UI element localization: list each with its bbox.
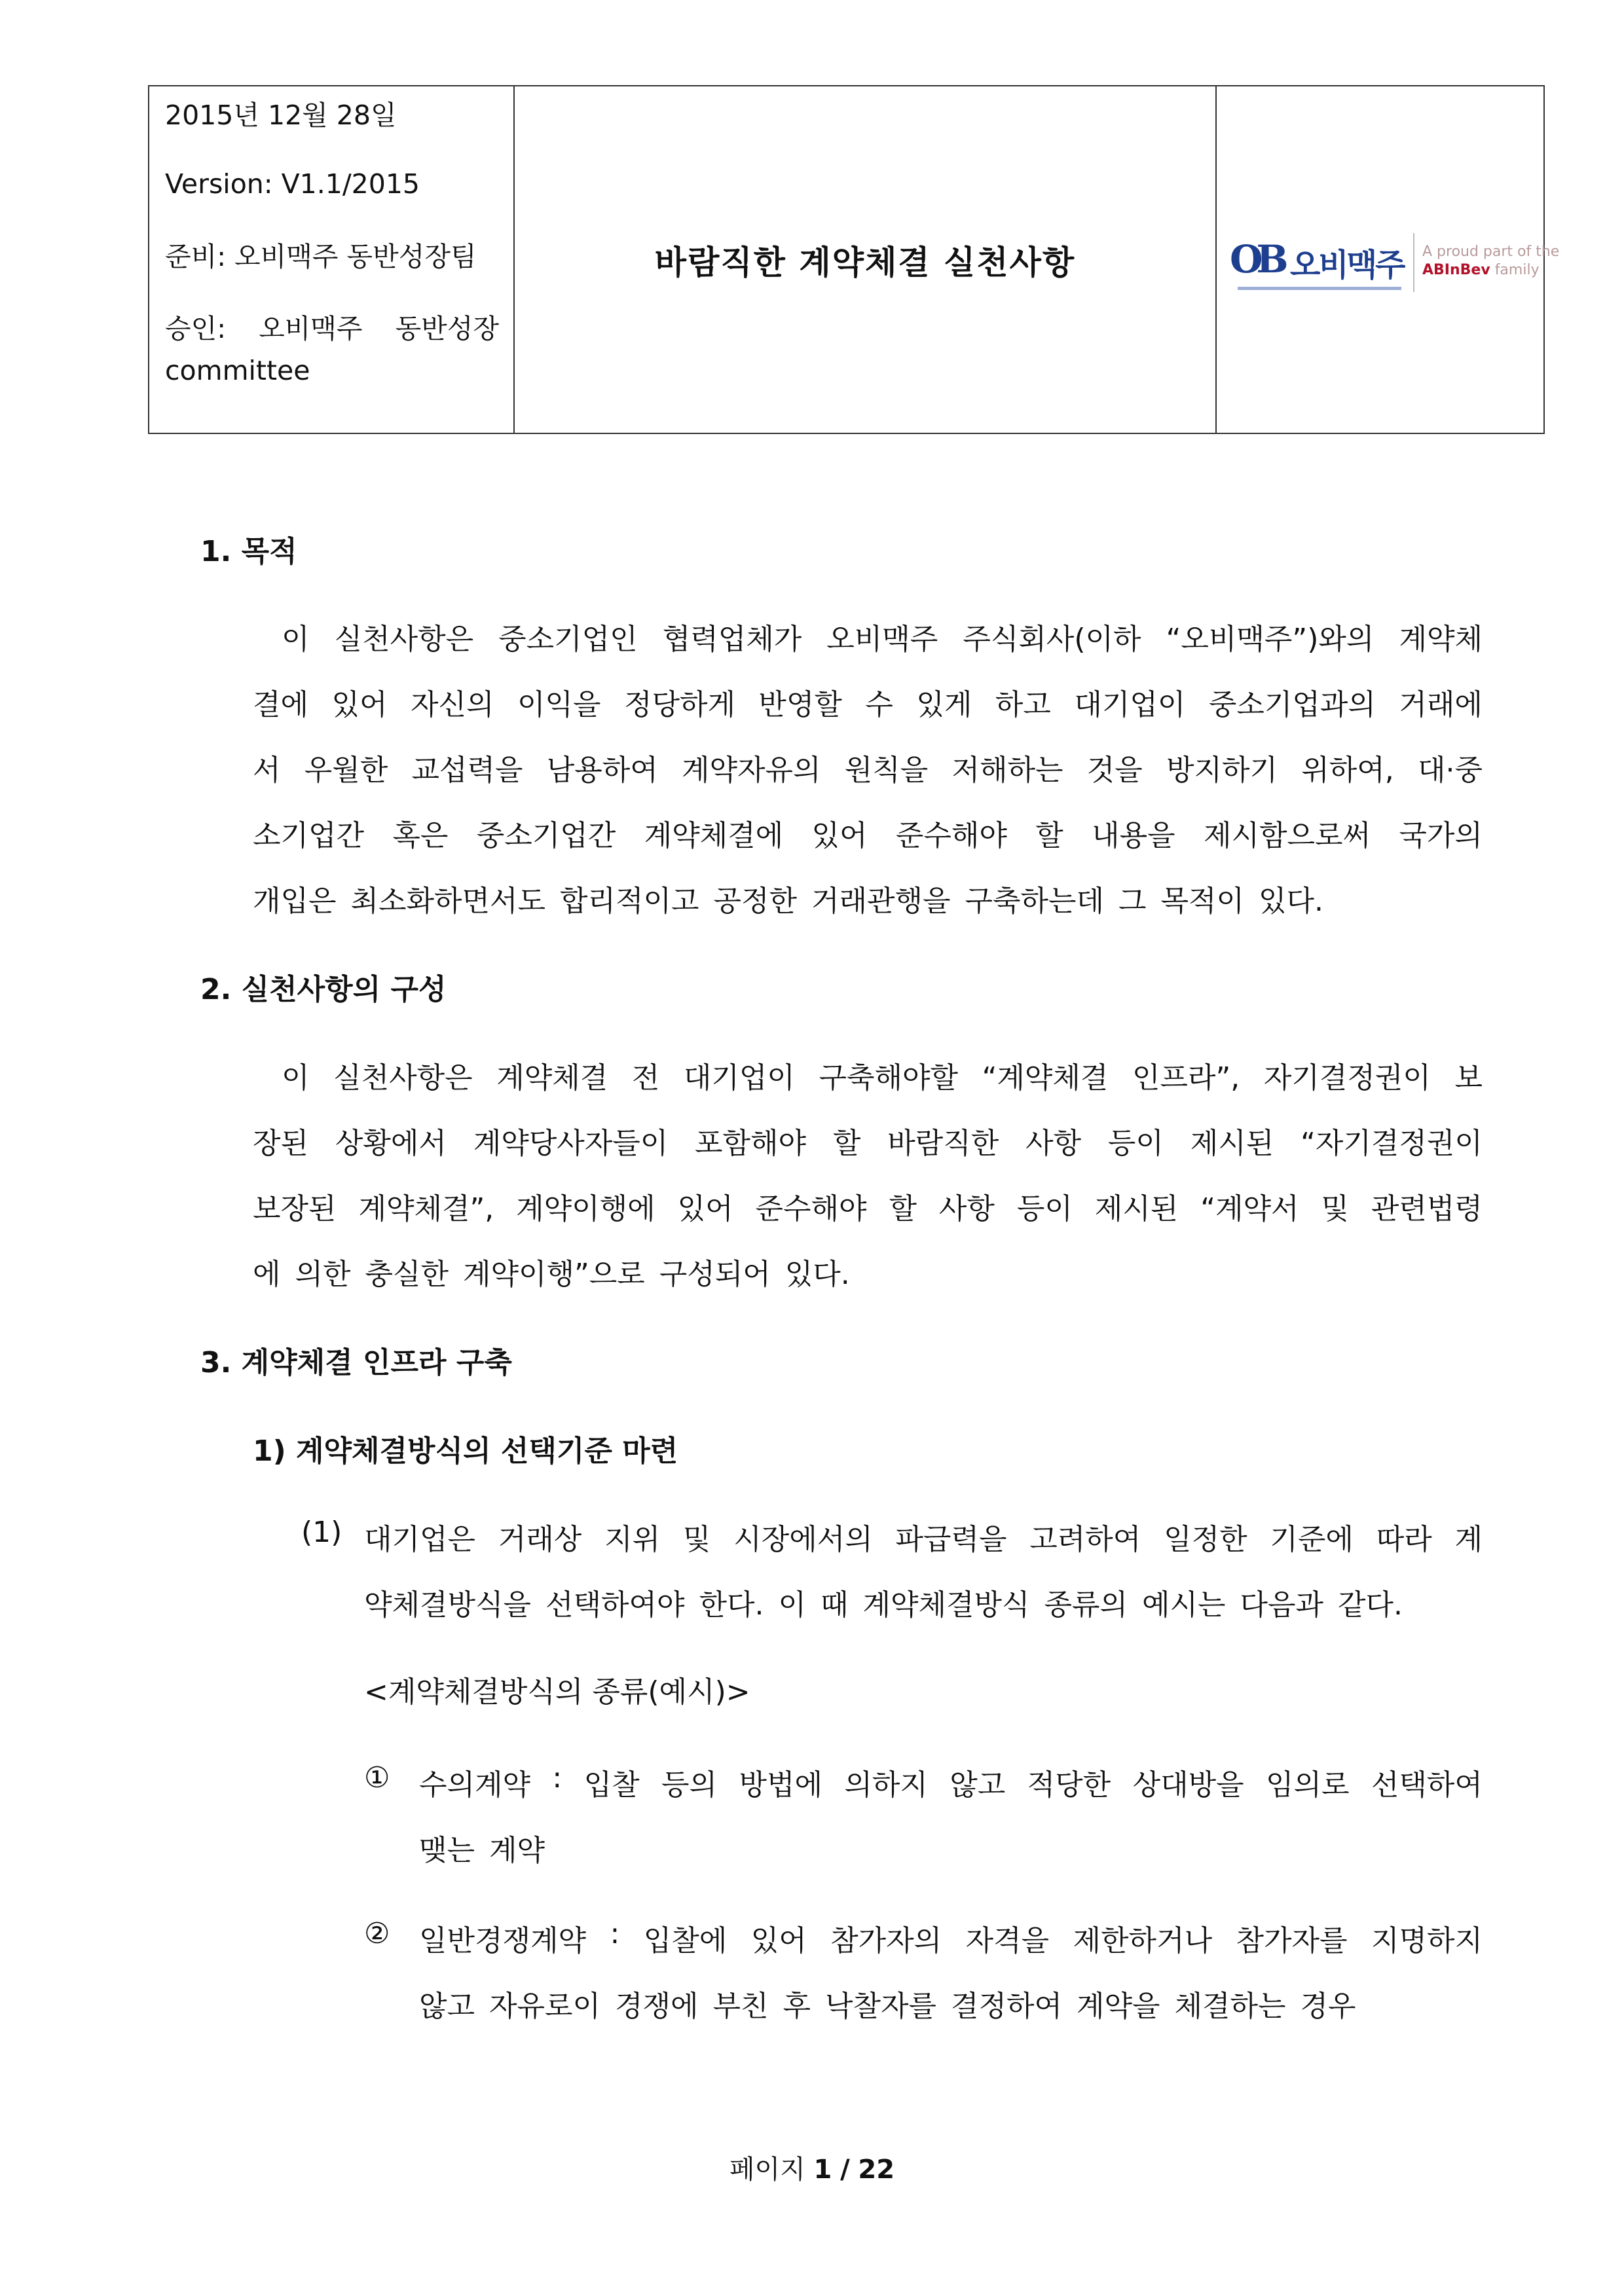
word: 따라	[1376, 1523, 1432, 1556]
word: 자기결정권이	[1263, 1061, 1431, 1095]
word: 선택하여	[1371, 1768, 1483, 1802]
word: 원칙을	[844, 754, 929, 787]
page-number: 1	[813, 2155, 832, 2185]
word: 교섭력을	[411, 754, 523, 787]
word: 방법에	[739, 1768, 822, 1802]
word: 상황에서	[335, 1127, 447, 1160]
word: 기준에	[1270, 1523, 1354, 1556]
word: “오비맥주”)와의	[1166, 623, 1375, 656]
s1-line-3	[253, 746, 1483, 788]
header-logo-cell	[1216, 86, 1560, 433]
word: 정당하게	[623, 688, 735, 721]
word: 혹은	[392, 819, 449, 852]
word: 등이	[1016, 1192, 1073, 1226]
word: 보장된	[253, 1192, 337, 1226]
approved-by	[165, 313, 499, 345]
approved-team: 동반성장	[395, 313, 499, 344]
word: 할	[1035, 819, 1063, 852]
choice-1-line-1	[419, 1761, 1483, 1803]
word: 사항	[1025, 1127, 1082, 1160]
item-1-number: (1)	[301, 1516, 342, 1549]
section-3-heading: 3. 계약체결 인프라 구축	[200, 1346, 512, 1379]
word: 이익을	[517, 688, 601, 721]
word: 하고	[995, 688, 1051, 721]
page-separator: /	[840, 2155, 850, 2185]
word: 이	[282, 623, 310, 656]
word: 전	[631, 1061, 660, 1095]
item-1-line-1	[364, 1516, 1483, 1558]
word: 방지하기	[1166, 754, 1278, 787]
word: 일반경쟁계약	[419, 1924, 587, 1958]
word: 수의계약	[419, 1768, 531, 1802]
subsection-1-heading: 1) 계약체결방식의 선택기준 마련	[253, 1434, 678, 1468]
s1-line-5: 개입은 최소화하면서도 합리적이고 공정한 거래관행을 구축하는데 그 목적이 있다.	[253, 884, 1324, 918]
choice-2-line-1	[419, 1917, 1483, 1959]
word: 시장에서의	[733, 1523, 873, 1556]
word: 있어	[677, 1192, 733, 1226]
s1-line-1	[282, 615, 1483, 657]
logo-tagline-family: family	[1494, 261, 1540, 278]
ob-logo-mark: OB	[1230, 236, 1282, 282]
document-title: 바람직한 계약체결 실천사항	[514, 86, 1216, 433]
word: 참가자의	[830, 1924, 942, 1958]
s1-line-2	[253, 681, 1483, 723]
word: 지위	[604, 1523, 661, 1556]
choice-2-line-2: 않고 자유로이 경쟁에 부친 후 낙찰자를 결정하여 계약을 체결하는 경우	[419, 1990, 1356, 2023]
word: 적당한	[1027, 1768, 1111, 1802]
word: 반영할	[758, 688, 842, 721]
word: 계	[1454, 1523, 1483, 1556]
choice-1-line-2: 맺는 계약	[419, 1834, 545, 1867]
section-2-heading: 2. 실천사항의 구성	[200, 973, 447, 1006]
version-label: Version: V1.1/2015	[165, 168, 420, 200]
word: 제시된	[1190, 1127, 1274, 1160]
word: 의하지	[844, 1768, 928, 1802]
word: 제시함으로써	[1204, 819, 1371, 852]
word: 제한하거나	[1073, 1924, 1213, 1958]
word: 것을	[1086, 754, 1143, 787]
word: 임의로	[1265, 1768, 1350, 1802]
document-header-table	[148, 85, 1560, 434]
word: 제시된	[1094, 1192, 1179, 1226]
word: 계약체결	[496, 1061, 608, 1095]
word: 등이	[1107, 1127, 1164, 1160]
ob-logo	[1230, 224, 1560, 296]
abinbev-brand: ABInBev	[1422, 261, 1490, 278]
word: 오비맥주	[826, 623, 938, 656]
issue-date: 2015년 12월 28일	[165, 100, 397, 131]
word: 대기업이	[683, 1061, 795, 1095]
word: 입찰에	[643, 1924, 728, 1958]
word: 계약이행에	[516, 1192, 655, 1226]
word: 주식회사(이하	[963, 623, 1141, 656]
word: 중소기업간	[476, 819, 616, 852]
word: 실천사항은	[333, 1061, 473, 1095]
approved-committee: committee	[165, 355, 310, 386]
word: 남용하여	[546, 754, 658, 787]
logo-tagline: A proud part of the	[1422, 243, 1560, 260]
ob-logo-name: 오비맥주	[1290, 246, 1404, 283]
word: 우월한	[304, 754, 388, 787]
word: 저해하는	[951, 754, 1063, 787]
choice-2-number: ②	[364, 1917, 390, 1950]
word: 계약자유의	[682, 754, 821, 787]
word: 장된	[253, 1127, 309, 1160]
word: 자격을	[965, 1924, 1050, 1958]
word: 입찰	[583, 1768, 640, 1802]
word: 참가자를	[1236, 1924, 1348, 1958]
word: 사항	[938, 1192, 995, 1226]
word: 수	[865, 688, 893, 721]
word: 할	[832, 1127, 861, 1160]
header-meta-cell	[149, 86, 514, 433]
page-total: 22	[858, 2155, 895, 2185]
word: 일정한	[1164, 1523, 1247, 1556]
word: 준수해야	[755, 1192, 867, 1226]
word: “계약체결	[982, 1061, 1109, 1095]
word: 협력업체가	[662, 623, 802, 656]
word: 거래상	[498, 1523, 582, 1556]
word: 거래에	[1399, 688, 1483, 721]
word: 인프라”,	[1132, 1061, 1240, 1095]
s2-line-2	[253, 1120, 1483, 1161]
page-label: 페이지	[729, 2155, 805, 2185]
s2-line-4: 에 의한 충실한 계약이행”으로 구성되어 있다.	[253, 1258, 850, 1291]
word: 포함해야	[695, 1127, 807, 1160]
word: 계약체	[1399, 623, 1483, 656]
page-footer	[0, 2149, 1624, 2186]
approved-label: 승인:	[165, 313, 227, 344]
s2-line-1	[282, 1054, 1483, 1096]
word: 않고	[950, 1768, 1006, 1802]
word: 파급력을	[895, 1523, 1007, 1556]
word: 실천사항은	[334, 623, 474, 656]
word: 있게	[916, 688, 972, 721]
prepared-by: 준비: 오비맥주 동반성장팀	[165, 241, 477, 272]
word: “계약서	[1200, 1192, 1299, 1226]
word: 계약체결”,	[358, 1192, 494, 1226]
logo-divider	[1413, 233, 1414, 292]
word: 관련법령	[1371, 1192, 1483, 1226]
word: 고려하여	[1029, 1523, 1141, 1556]
word: 대기업은	[364, 1523, 476, 1556]
word: 자신의	[410, 688, 494, 721]
word: 할	[889, 1192, 917, 1226]
word: 구축해야할	[819, 1061, 959, 1095]
section-1-heading: 1. 목적	[200, 535, 297, 568]
word: 서	[253, 754, 281, 787]
word: 등의	[661, 1768, 718, 1802]
word: 이	[282, 1061, 310, 1095]
word: 대·중	[1418, 754, 1483, 787]
method-list-title: <계약체결방식의 종류(예시)>	[364, 1675, 750, 1709]
word: 준수해야	[895, 819, 1007, 852]
word: 상대방을	[1132, 1768, 1244, 1802]
word: 및	[1321, 1192, 1349, 1226]
choice-1-number: ①	[364, 1761, 390, 1795]
word: 있어	[750, 1924, 807, 1958]
word: 지명하지	[1371, 1924, 1483, 1958]
word: 소기업간	[253, 819, 365, 852]
word: :	[552, 1761, 563, 1795]
word: 중소기업과의	[1208, 688, 1376, 721]
word: 위하여,	[1301, 754, 1394, 787]
s2-line-3	[253, 1185, 1483, 1227]
word: 내용을	[1092, 819, 1175, 852]
word: 및	[682, 1523, 711, 1556]
word: “자기결정권이	[1301, 1127, 1483, 1160]
word: 계약당사자들이	[473, 1127, 669, 1160]
approved-company: 오비맥주	[259, 313, 363, 344]
word: 보	[1454, 1061, 1483, 1095]
item-1-line-2: 약체결방식을 선택하여야 한다. 이 때 계약체결방식 종류의 예시는 다음과 같다.	[364, 1588, 1403, 1622]
word: 있어	[331, 688, 388, 721]
word: 있어	[811, 819, 868, 852]
word: 계약체결에	[644, 819, 784, 852]
word: 중소기업인	[498, 623, 638, 656]
logo-underline	[1238, 287, 1401, 290]
logo-tagline-brand	[1422, 262, 1540, 278]
word: 결에	[253, 688, 309, 721]
s1-line-4	[253, 812, 1483, 854]
word: 바람직한	[887, 1127, 999, 1160]
word: :	[610, 1917, 620, 1950]
word: 대기업이	[1074, 688, 1186, 721]
word: 국가의	[1399, 819, 1483, 852]
